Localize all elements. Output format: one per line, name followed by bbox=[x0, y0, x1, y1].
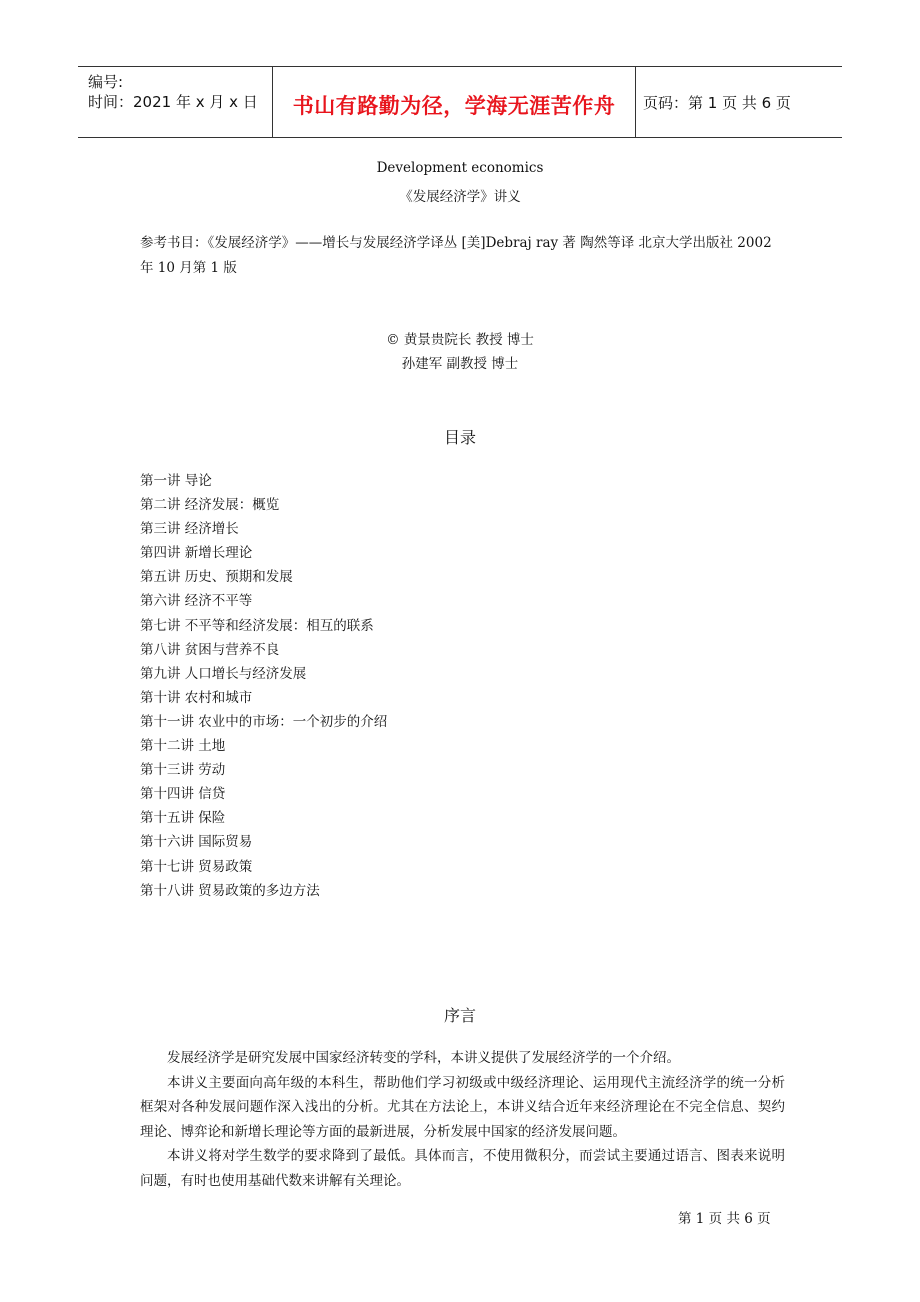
header-page-number: 页码：第 1 页 共 6 页 bbox=[643, 94, 791, 112]
header-motto-cell bbox=[272, 67, 636, 137]
toc-item: 第十二讲 土地 bbox=[140, 738, 226, 755]
preface-body bbox=[140, 1046, 785, 1193]
reference-text: 参考书目：《发展经济学》——增长与发展经济学译丛 [美]Debraj ray 著 陶然等译 北京大学出版社 2002 年 10 月第 1 版 bbox=[140, 235, 772, 276]
page-footer: 第 1 页 共 6 页 bbox=[678, 1211, 771, 1227]
preface-paragraph: 本讲义主要面向高年级的本科生，帮助他们学习初级或中级经济理论、运用现代主流经济学的统一分析框架对各种发展问题作深入浅出的分析。尤其在方法论上，本讲义结合近年来经济理论在不完全信息、契约理论、博弈论和新增长理论等方面的最新进展，分析发展中国家的经济发展问题。 bbox=[140, 1074, 785, 1140]
toc-item: 第十四讲 信贷 bbox=[140, 786, 226, 803]
document-code-label: 编号: bbox=[88, 73, 124, 91]
page-header bbox=[78, 66, 842, 138]
toc-item: 第十八讲 贸易政策的多边方法 bbox=[140, 882, 320, 899]
toc-item: 第六讲 经济不平等 bbox=[140, 593, 253, 610]
preface-paragraph: 发展经济学是研究发展中国家经济转变的学科，本讲义提供了发展经济学的一个介绍。 bbox=[167, 1050, 680, 1066]
author-line-2: 孙建军 副教授 博士 bbox=[401, 356, 519, 372]
toc-item: 第二讲 经济发展：概览 bbox=[140, 497, 280, 514]
toc-item: 第五讲 历史、预期和发展 bbox=[140, 569, 293, 586]
header-meta-cell bbox=[78, 67, 272, 137]
toc-item: 第十一讲 农业中的市场：一个初步的介绍 bbox=[140, 713, 388, 730]
toc-item: 第十三讲 劳动 bbox=[140, 762, 226, 779]
title-chinese: 《发展经济学》讲义 bbox=[399, 189, 521, 205]
header-motto: 书山有路勤为径，学海无涯苦作舟 bbox=[292, 94, 616, 118]
toc-item: 第三讲 经济增长 bbox=[140, 521, 239, 538]
toc-item: 第十六讲 国际贸易 bbox=[140, 834, 253, 851]
toc-heading: 目录 bbox=[443, 428, 476, 447]
toc-item: 第十七讲 贸易政策 bbox=[140, 858, 253, 875]
toc-item: 第一讲 导论 bbox=[140, 473, 212, 489]
toc-item: 第十讲 农村和城市 bbox=[140, 689, 253, 706]
toc-item: 第七讲 不平等和经济发展：相互的联系 bbox=[140, 617, 374, 634]
author-line-1: © 黄景贵院长 教授 博士 bbox=[386, 332, 534, 348]
toc-item: 第四讲 新增长理论 bbox=[140, 545, 253, 562]
toc-item: 第八讲 贫困与营养不良 bbox=[140, 641, 280, 658]
document-date: 时间：2021 年 x 月 x 日 bbox=[88, 93, 258, 111]
toc-item: 第十五讲 保险 bbox=[140, 810, 226, 827]
preface-heading: 序言 bbox=[443, 1006, 476, 1025]
table-of-contents bbox=[140, 469, 387, 903]
toc-item: 第九讲 人口增长与经济发展 bbox=[140, 665, 307, 682]
preface-paragraph: 本讲义将对学生数学的要求降到了最低。具体而言，不使用微积分，而尝试主要通过语言、图表来说明问题，有时也使用基础代数来讲解有关理论。 bbox=[140, 1148, 785, 1189]
header-page-cell bbox=[635, 67, 842, 137]
title-english: Development economics bbox=[376, 160, 544, 176]
